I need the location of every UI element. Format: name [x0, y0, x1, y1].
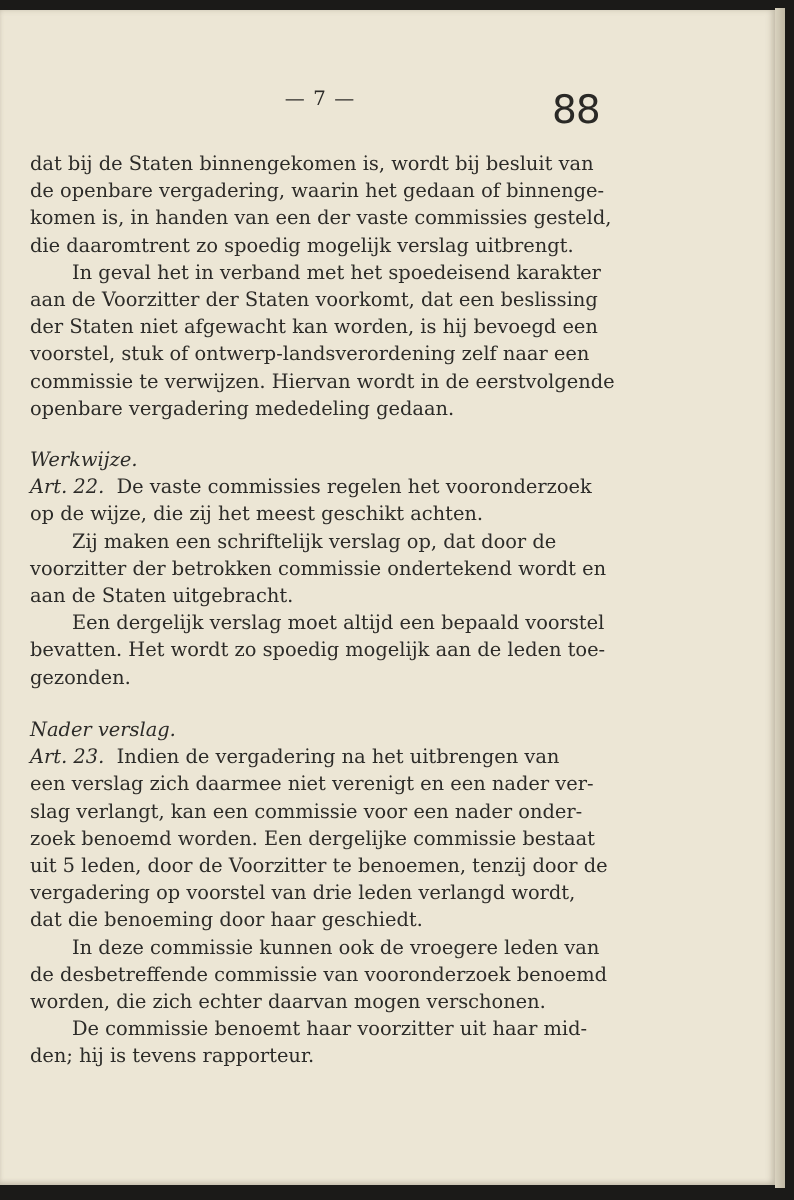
text-line: [30, 473, 626, 500]
text-line: aan de Voorzitter der Staten voorkomt, dat een beslissing: [30, 287, 598, 311]
text-line: aan de Staten uitgebracht.: [30, 583, 294, 607]
text-line: De commissie benoemt haar voorzitter uit haar mid-: [72, 1017, 588, 1041]
text-line: vergadering op voorstel van drie leden verlangd wordt,: [30, 881, 576, 905]
text-line: bevatten. Het wordt zo spoedig mogelijk aan de leden toe-: [30, 638, 606, 662]
page-edge: [775, 8, 785, 1188]
text-line: uit 5 leden, door de Voorzitter te benoemen, tenzij door de: [30, 853, 608, 877]
section-werkwijze: [30, 446, 626, 691]
text-line: Een dergelijk verslag moet altijd een bepaald voorstel: [72, 611, 605, 635]
section-nader-verslag: [30, 716, 626, 1069]
text-fragment: De vaste commissies regelen het vooronderzoek: [116, 475, 592, 499]
text-line: commissie te verwijzen. Hiervan wordt in de eerstvolgende: [30, 369, 615, 393]
text-line: de desbetreffende commissie van vooronderzoek benoemd: [30, 962, 608, 986]
article-label: Art. 22.: [30, 475, 105, 499]
text-line: zoek benoemd worden. Een dergelijke commissie bestaat: [30, 826, 595, 850]
text-line: dat die benoeming door haar geschiedt.: [30, 908, 423, 932]
text-line: de openbare vergadering, waarin het gedaan of binnenge-: [30, 179, 605, 203]
section-heading: Werkwijze.: [30, 448, 138, 471]
text-line: voorstel, stuk of ontwerp-landsverordening zelf naar een: [30, 342, 590, 366]
stamp-number: 88: [552, 88, 600, 133]
text-line: openbare vergadering mededeling gedaan.: [30, 396, 455, 420]
text-line: dat bij de Staten binnengekomen is, wordt bij besluit van: [30, 152, 594, 175]
text-line: slag verlangt, kan een commissie voor een nader onder-: [30, 799, 583, 823]
text-line: komen is, in handen van een der vaste commissies gesteld,: [30, 206, 612, 230]
text-line: een verslag zich daarmee niet verenigt en een nader ver-: [30, 772, 594, 796]
section-heading: Nader verslag.: [30, 718, 176, 741]
text-line: voorzitter der betrokken commissie ondertekend wordt en: [30, 556, 607, 580]
text-line: [30, 743, 626, 770]
text-line: worden, die zich echter daarvan mogen verschonen.: [30, 989, 546, 1013]
page-number: — 7 —: [284, 86, 356, 110]
text-line: die daaromtrent zo spoedig mogelijk verslag uitbrengt.: [30, 233, 574, 257]
text-fragment: Indien de vergadering na het uitbrengen van: [116, 745, 560, 769]
article-label: Art. 23.: [30, 745, 105, 769]
text-line: Zij maken een schriftelijk verslag op, dat door de: [72, 529, 557, 553]
text-line: op de wijze, die zij het meest geschikt achten.: [30, 502, 484, 526]
text-block-intro: [30, 150, 626, 422]
text-line: der Staten niet afgewacht kan worden, is hij bevoegd een: [30, 315, 598, 339]
text-line: In geval het in verband met het spoedeisend karakter: [72, 260, 601, 284]
text-line: gezonden.: [30, 665, 131, 689]
document-page: [0, 10, 775, 1185]
text-line: In deze commissie kunnen ook de vroegere leden van: [72, 935, 600, 959]
text-line: den; hij is tevens rapporteur.: [30, 1044, 315, 1068]
